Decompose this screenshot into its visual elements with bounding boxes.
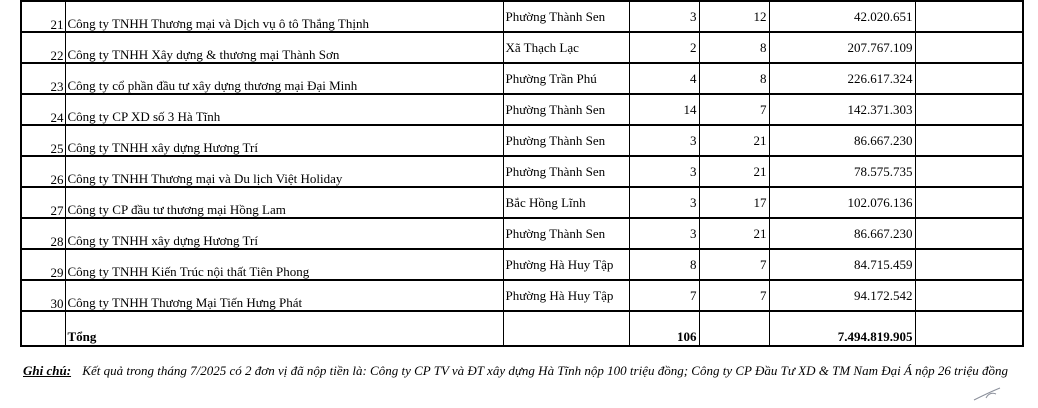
worker-count-cell: 8	[629, 249, 699, 280]
household-count-cell: 17	[699, 187, 769, 218]
row-number-cell: 21	[21, 1, 65, 32]
location-cell: Phường Thành Sen	[503, 125, 629, 156]
worker-count-cell: 4	[629, 63, 699, 94]
amount-cell: 94.172.542	[769, 280, 915, 311]
empty-cell	[915, 280, 1023, 311]
footnote-label: Ghi chú:	[23, 363, 72, 378]
empty-cell	[915, 125, 1023, 156]
location-cell: Phường Thành Sen	[503, 94, 629, 125]
row-number-cell: 29	[21, 249, 65, 280]
household-count-cell: 7	[699, 94, 769, 125]
location-cell: Bắc Hồng Lĩnh	[503, 187, 629, 218]
table-row	[21, 156, 1023, 187]
row-number-cell: 23	[21, 63, 65, 94]
total-row	[21, 311, 1023, 346]
amount-cell: 86.667.230	[769, 218, 915, 249]
footnote	[23, 362, 1013, 379]
household-count-cell: 21	[699, 125, 769, 156]
empty-cell	[915, 1, 1023, 32]
signature-mark	[970, 384, 1010, 404]
company-name-cell: Công ty CP đầu tư thương mại Hồng Lam	[65, 187, 503, 218]
amount-cell: 78.575.735	[769, 156, 915, 187]
company-name-cell: Công ty CP XD số 3 Hà Tĩnh	[65, 94, 503, 125]
empty-cell	[915, 187, 1023, 218]
household-count-cell: 8	[699, 32, 769, 63]
amount-cell: 84.715.459	[769, 249, 915, 280]
worker-count-cell: 3	[629, 218, 699, 249]
company-name-cell: Công ty cổ phần đầu tư xây dựng thương mại Đại Minh	[65, 63, 503, 94]
location-cell: Phường Trần Phú	[503, 63, 629, 94]
total-empty-cell	[699, 311, 769, 346]
table-row	[21, 94, 1023, 125]
amount-cell: 226.617.324	[769, 63, 915, 94]
row-number-cell: 25	[21, 125, 65, 156]
table-row	[21, 187, 1023, 218]
location-cell: Phường Hà Huy Tập	[503, 249, 629, 280]
amount-cell: 207.767.109	[769, 32, 915, 63]
row-number-cell: 28	[21, 218, 65, 249]
total-amount-cell: 7.494.819.905	[769, 311, 915, 346]
company-name-cell: Công ty TNHH xây dựng Hương Trí	[65, 218, 503, 249]
empty-cell	[915, 32, 1023, 63]
company-name-cell: Công ty TNHH Thương mại và Du lịch Việt Holiday	[65, 156, 503, 187]
worker-count-cell: 2	[629, 32, 699, 63]
empty-cell	[915, 249, 1023, 280]
table-row	[21, 32, 1023, 63]
row-number-cell: 27	[21, 187, 65, 218]
empty-cell	[915, 218, 1023, 249]
company-name-cell: Công ty TNHH Kiến Trúc nội thất Tiên Phong	[65, 249, 503, 280]
location-cell: Phường Thành Sen	[503, 1, 629, 32]
footnote-text: Kết quả trong tháng 7/2025 có 2 đơn vị đã nộp tiền là: Công ty CP TV và ĐT xây dựng Hà Tĩnh nộp 100 triệu đồng; Công ty CP Đầu Tư XD & TM Nam Đại Á nộp 26 triệu đồng	[82, 363, 1008, 378]
data-table	[20, 0, 1024, 347]
household-count-cell: 21	[699, 218, 769, 249]
location-cell: Phường Thành Sen	[503, 156, 629, 187]
household-count-cell: 21	[699, 156, 769, 187]
worker-count-cell: 3	[629, 1, 699, 32]
empty-cell	[915, 156, 1023, 187]
company-name-cell: Công ty TNHH xây dựng Hương Trí	[65, 125, 503, 156]
table-row	[21, 63, 1023, 94]
row-number-cell: 22	[21, 32, 65, 63]
total-label-cell: Tổng	[65, 311, 503, 346]
total-empty-cell	[21, 311, 65, 346]
row-number-cell: 30	[21, 280, 65, 311]
table-row	[21, 125, 1023, 156]
empty-cell	[915, 63, 1023, 94]
amount-cell: 42.020.651	[769, 1, 915, 32]
company-name-cell: Công ty TNHH Xây dựng & thương mại Thành Sơn	[65, 32, 503, 63]
household-count-cell: 7	[699, 280, 769, 311]
worker-count-cell: 3	[629, 156, 699, 187]
row-number-cell: 24	[21, 94, 65, 125]
worker-count-cell: 7	[629, 280, 699, 311]
total-empty-cell	[915, 311, 1023, 346]
worker-count-cell: 3	[629, 187, 699, 218]
worker-count-cell: 3	[629, 125, 699, 156]
total-empty-cell	[503, 311, 629, 346]
table-row	[21, 1, 1023, 32]
amount-cell: 142.371.303	[769, 94, 915, 125]
table-row	[21, 218, 1023, 249]
household-count-cell: 12	[699, 1, 769, 32]
worker-count-cell: 14	[629, 94, 699, 125]
amount-cell: 102.076.136	[769, 187, 915, 218]
location-cell: Phường Thành Sen	[503, 218, 629, 249]
location-cell: Phường Hà Huy Tập	[503, 280, 629, 311]
empty-cell	[915, 94, 1023, 125]
table-row	[21, 249, 1023, 280]
location-cell: Xã Thạch Lạc	[503, 32, 629, 63]
household-count-cell: 8	[699, 63, 769, 94]
company-name-cell: Công ty TNHH Thương Mại Tiến Hưng Phát	[65, 280, 503, 311]
table-row	[21, 280, 1023, 311]
company-name-cell: Công ty TNHH Thương mại và Dịch vụ ô tô Thắng Thịnh	[65, 1, 503, 32]
household-count-cell: 7	[699, 249, 769, 280]
row-number-cell: 26	[21, 156, 65, 187]
total-worker-count-cell: 106	[629, 311, 699, 346]
amount-cell: 86.667.230	[769, 125, 915, 156]
